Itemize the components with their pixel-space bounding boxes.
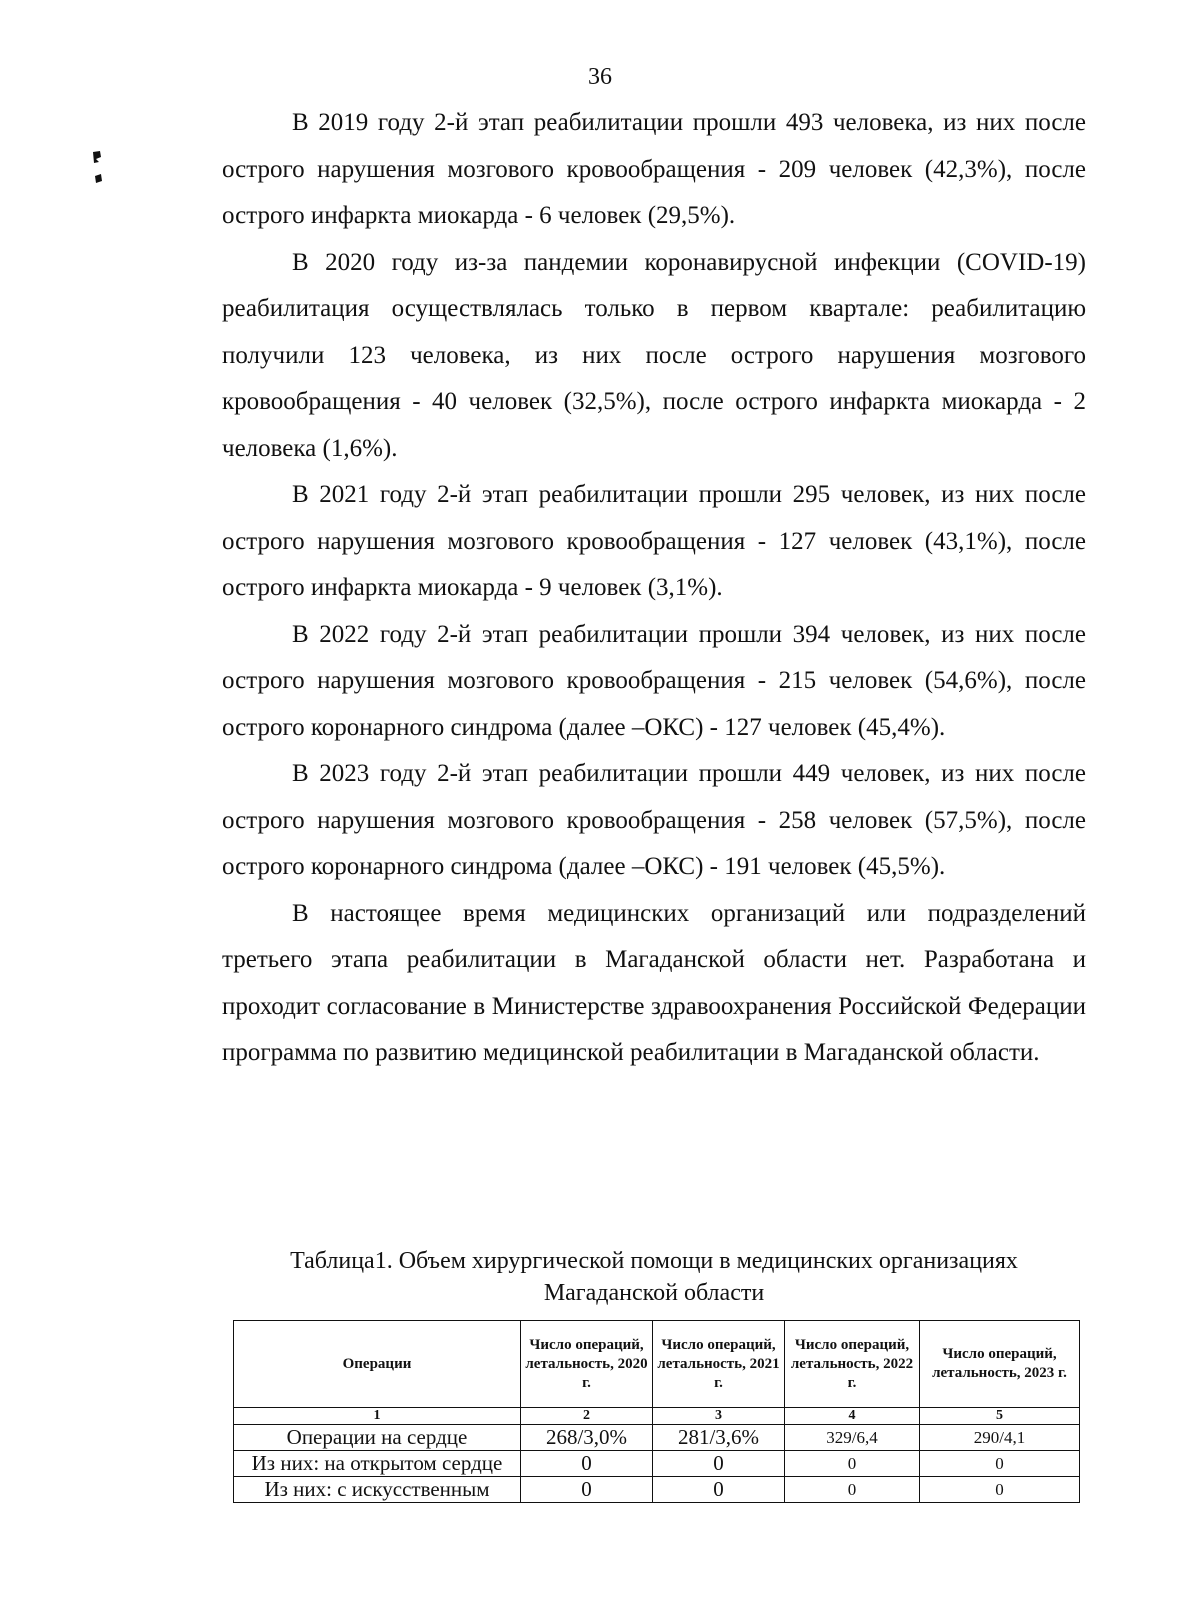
column-number: 1 bbox=[234, 1408, 521, 1425]
column-number: 3 bbox=[653, 1408, 785, 1425]
table-cell: 0 bbox=[521, 1477, 653, 1503]
table-cell: 0 bbox=[785, 1477, 920, 1503]
paragraph-2019: В 2019 году 2-й этап реабилитации прошли 493 человека, из них после острого нарушения мозгового кровообращения - 209 человек (42,3%), после острого инфаркта миокарда - 6 человек (29,5%). bbox=[222, 109, 1086, 229]
header-2020: Число операций, летальность, 2020 г. bbox=[521, 1321, 653, 1408]
row-label: Операции на сердце bbox=[234, 1425, 521, 1451]
table-caption-line2: Магаданской области bbox=[543, 1280, 765, 1306]
header-2022: Число операций, летальность, 2022 г. bbox=[785, 1321, 920, 1408]
table-cell: 268/3,0% bbox=[521, 1425, 653, 1451]
table-cell: 0 bbox=[653, 1477, 785, 1503]
table-caption-line1: Таблица1. Объем хирургической помощи в медицинских организациях bbox=[290, 1248, 1018, 1274]
header-operations: Операции bbox=[234, 1321, 521, 1408]
header-2023: Число операций, летальность, 2023 г. bbox=[920, 1321, 1080, 1408]
table-row bbox=[234, 1477, 1080, 1503]
table-cell: 290/4,1 bbox=[920, 1425, 1080, 1451]
scan-artifact-mark bbox=[90, 150, 104, 186]
table-row bbox=[234, 1425, 1080, 1451]
table-cell: 0 bbox=[653, 1451, 785, 1477]
table-cell: 0 bbox=[785, 1451, 920, 1477]
row-label: Из них: с искусственным bbox=[234, 1477, 521, 1503]
paragraph-2021: В 2021 году 2-й этап реабилитации прошли 295 человек, из них после острого нарушения мозгового кровообращения - 127 человек (43,1%), после острого инфаркта миокарда - 9 человек (3,1%). bbox=[222, 481, 1086, 601]
header-2021: Число операций, летальность, 2021 г. bbox=[653, 1321, 785, 1408]
paragraph-2022: В 2022 году 2-й этап реабилитации прошли 394 человек, из них после острого нарушения мозгового кровообращения - 215 человек (54,6%), после острого коронарного синдрома (далее –ОКС) - 127 человек (45,4%). bbox=[222, 620, 1086, 741]
column-number: 4 bbox=[785, 1408, 920, 1425]
table-cell: 0 bbox=[521, 1451, 653, 1477]
column-number: 5 bbox=[920, 1408, 1080, 1425]
table-cell: 329/6,4 bbox=[785, 1425, 920, 1451]
column-number: 2 bbox=[521, 1408, 653, 1425]
surgery-table bbox=[233, 1320, 1080, 1503]
paragraph-third-stage: В настоящее время медицинских организаций или подразделений третьего этапа реабилитации в Магаданской области нет. Разработана и проходит согласование в Министерстве здравоохранения Российской Федерации программа по развитию медицинской реабилитации в Магаданской области. bbox=[222, 899, 1086, 1066]
table-cell: 0 bbox=[920, 1477, 1080, 1503]
page-number: 36 bbox=[588, 64, 612, 90]
table-caption bbox=[222, 1245, 1086, 1309]
paragraph-2020: В 2020 году из-за пандемии коронавирусной инфекции (COVID-19) реабилитация осуществлялась только в первом квартале: реабилитацию получили 123 человека, из них после острого нарушения мозгового кровообращения - 40 человек (32,5%), после острого инфаркта миокарда - 2 человека (1,6%). bbox=[222, 248, 1086, 462]
paragraph-2023: В 2023 году 2-й этап реабилитации прошли 449 человек, из них после острого нарушения мозгового кровообращения - 258 человек (57,5%), после острого коронарного синдрома (далее –ОКС) - 191 человек (45,5%). bbox=[222, 760, 1086, 880]
table-cell: 281/3,6% bbox=[653, 1425, 785, 1451]
table-cell: 0 bbox=[920, 1451, 1080, 1477]
table-row bbox=[234, 1451, 1080, 1477]
row-label: Из них: на открытом сердце bbox=[234, 1451, 521, 1477]
column-number-row bbox=[234, 1408, 1080, 1425]
document-body bbox=[222, 100, 1086, 1077]
table-header-row bbox=[234, 1321, 1080, 1408]
